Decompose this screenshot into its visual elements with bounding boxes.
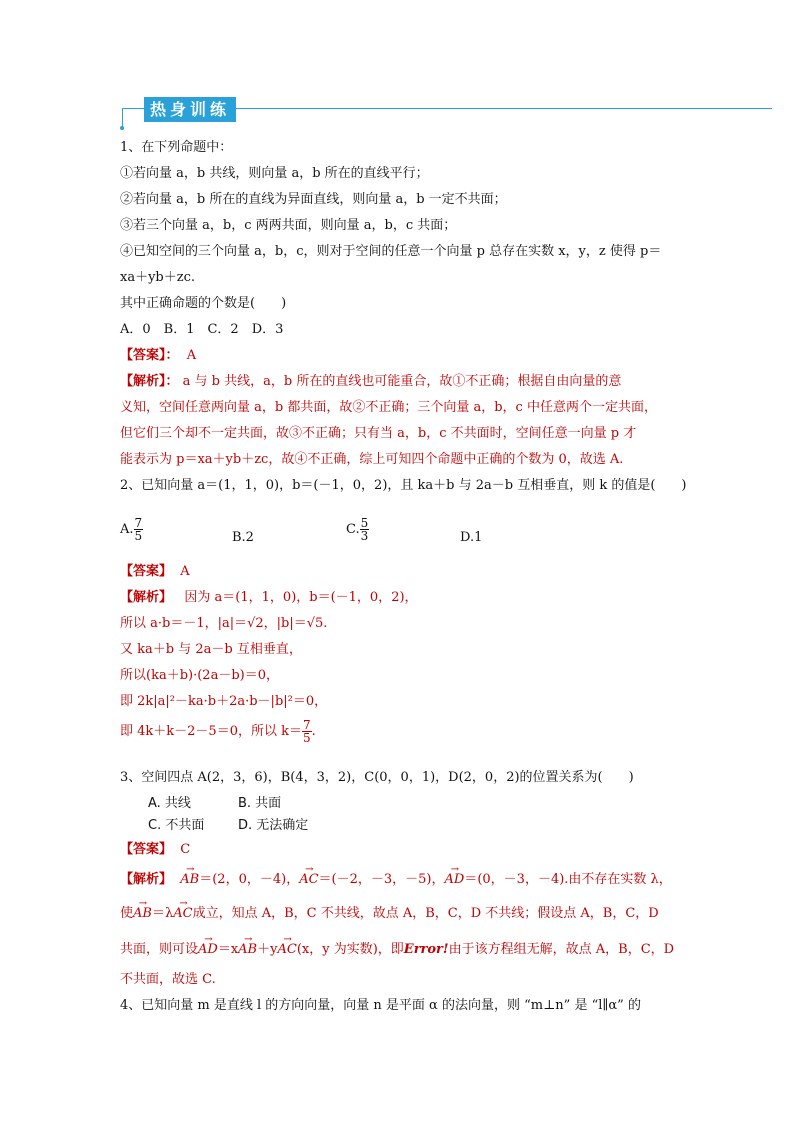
q1-statement-4b: xa＋yb＋zc. bbox=[120, 270, 196, 285]
q1-stem: 1、在下列命题中： bbox=[120, 140, 233, 155]
option-letter: A. bbox=[120, 522, 134, 537]
fraction bbox=[302, 719, 312, 744]
q1-analysis-3: 但它们三个却不一定共面，故③不正确；只有当 a，b，c 不共面时，空间任意一向量 p 才 bbox=[120, 426, 637, 441]
q3-option-c: C. 不共面 bbox=[148, 818, 205, 833]
q1-statement-4a: ④已知空间的三个向量 a，b，c，则对于空间的任意一个向量 p 总存在实数 x，y，z 使得 p＝ bbox=[120, 244, 662, 259]
answer-value: A bbox=[186, 348, 197, 363]
fraction bbox=[134, 517, 144, 542]
analysis-text: 使 bbox=[120, 906, 134, 921]
fraction bbox=[360, 517, 370, 542]
analysis-text: ＝(－2，－3，－5)， bbox=[318, 872, 445, 887]
q3-answer bbox=[120, 841, 190, 859]
section-header bbox=[118, 92, 772, 132]
analysis-text: 共面，则可设 bbox=[120, 942, 199, 957]
analysis-text: ＝(2，0，－4)， bbox=[199, 872, 300, 887]
q1-statement-2: ②若向量 a，b 所在的直线为异面直线，则向量 a，b 一定不共面； bbox=[120, 192, 507, 207]
analysis-text: ＋y bbox=[257, 942, 278, 957]
q3-option-b: B. 共面 bbox=[238, 796, 282, 811]
q2-option-a bbox=[120, 517, 143, 542]
q4-stem: 4、已知向量 m 是直线 l 的方向向量，向量 n 是平面 α 的法向量，则 “m⊥n” 是 “l∥α” 的 bbox=[120, 998, 641, 1013]
q2-answer bbox=[120, 563, 190, 581]
q1-options: A．0 B．1 C．2 D．3 bbox=[120, 322, 284, 337]
q2-stem: 2、已知向量 a＝(1，1，0)，b＝(－1，0，2)，且 ka＋b 与 2a－b 互相垂直，则 k 的值是( ) bbox=[120, 478, 687, 493]
analysis-label: 【解析】 bbox=[120, 872, 173, 887]
analysis-text: ＝λ bbox=[151, 906, 174, 921]
vector-ad: → AD bbox=[198, 941, 218, 959]
answer-label: 【答案】 bbox=[120, 842, 173, 857]
q2-analysis-1 bbox=[120, 589, 418, 607]
denominator: 5 bbox=[134, 529, 143, 543]
vector-ac: → AC bbox=[277, 941, 296, 959]
q3-option-d: D. 无法确定 bbox=[238, 818, 309, 833]
analysis-text: a 与 b 共线，a，b 所在的直线也可能重合，故①不正确；根据自由向量的意 bbox=[182, 374, 622, 389]
error-text: Error! bbox=[403, 942, 449, 957]
q2-analysis-5: 即 2k|a|²－ka·b＋2a·b－|b|²＝0， bbox=[120, 694, 328, 709]
analysis-text: 即 4k＋k－2－5＝0，所以 k＝ bbox=[120, 724, 302, 739]
denominator: 5 bbox=[302, 731, 311, 745]
q1-statement-1: ①若向量 a，b 共线，则向量 a，b 所在的直线平行； bbox=[120, 166, 429, 181]
vector-ac: → AC bbox=[299, 871, 318, 889]
analysis-text: 因为 a＝(1，1，0)，b＝(－1，0，2)， bbox=[184, 590, 418, 605]
vector-ac: → AC bbox=[173, 905, 192, 923]
q1-analysis-4: 能表示为 p＝xa＋yb＋zc，故④不正确，综上可知四个命题中正确的个数为 0，故选 A. bbox=[120, 452, 624, 467]
answer-value: C bbox=[180, 842, 191, 857]
analysis-text: 由于该方程组无解，故点 A，B，C，D bbox=[448, 942, 675, 957]
q2-analysis-4: 所以(ka＋b)·(2a－b)＝0， bbox=[120, 668, 279, 683]
answer-label: 【答案】： bbox=[120, 348, 179, 363]
q2-analysis-6 bbox=[120, 719, 316, 744]
q2-option-d: D.1 bbox=[460, 530, 483, 545]
q1-ask: 其中正确命题的个数是( ) bbox=[120, 296, 287, 311]
q3-analysis-2 bbox=[120, 905, 659, 923]
denominator: 3 bbox=[360, 529, 369, 543]
q2-option-b: B.2 bbox=[232, 530, 254, 545]
vector-ab: → AB bbox=[133, 905, 152, 923]
q3-analysis-3 bbox=[120, 941, 674, 959]
analysis-label: 【解析】 bbox=[120, 590, 173, 605]
q1-analysis-2: 义知，空间任意两向量 a，b 都共面，故②不正确；三个向量 a，b，c 中任意两个一定共面， bbox=[120, 400, 657, 415]
analysis-text: 成立，知点 A，B，C 不共线，故点 A，B，C，D 不共线；假设点 A，B，C，D bbox=[192, 906, 659, 921]
q2-option-c bbox=[346, 517, 369, 542]
vector-ad: → AD bbox=[445, 871, 465, 889]
numerator: 5 bbox=[360, 516, 369, 530]
answer-label: 【答案】 bbox=[120, 564, 173, 579]
q3-analysis-1 bbox=[120, 871, 672, 889]
analysis-text: (x，y 为实数)，即 bbox=[296, 942, 404, 957]
q1-statement-3: ③若三个向量 a，b，c 两两共面，则向量 a，b，c 共面； bbox=[120, 218, 457, 233]
q3-analysis-4: 不共面，故选 C. bbox=[120, 972, 216, 987]
q1-analysis-1 bbox=[120, 373, 621, 391]
q3-stem: 3、空间四点 A(2，3，6)，B(4，3，2)，C(0，0，1)，D(2，0，2)的位置关系为( ) bbox=[120, 770, 634, 785]
section-title: 热身训练 bbox=[144, 97, 236, 122]
period: . bbox=[311, 724, 316, 739]
header-dot bbox=[120, 126, 124, 130]
answer-value: A bbox=[180, 564, 190, 579]
analysis-label: 【解析】： bbox=[120, 374, 179, 389]
numerator: 7 bbox=[134, 516, 143, 530]
numerator: 7 bbox=[302, 718, 311, 732]
vector-ab: → AB bbox=[180, 871, 199, 889]
option-letter: C. bbox=[346, 522, 360, 537]
q2-analysis-2: 所以 a·b＝－1，|a|＝√2，|b|＝√5. bbox=[120, 616, 328, 631]
vector-ab: → AB bbox=[238, 941, 257, 959]
analysis-text: ＝x bbox=[217, 942, 239, 957]
q2-analysis-3: 又 ka＋b 与 2a－b 互相垂直， bbox=[120, 642, 302, 657]
q1-answer bbox=[120, 347, 196, 365]
analysis-text: ＝(0，－3，－4).由不存在实数 λ， bbox=[464, 872, 672, 887]
q3-option-a: A. 共线 bbox=[148, 796, 191, 811]
